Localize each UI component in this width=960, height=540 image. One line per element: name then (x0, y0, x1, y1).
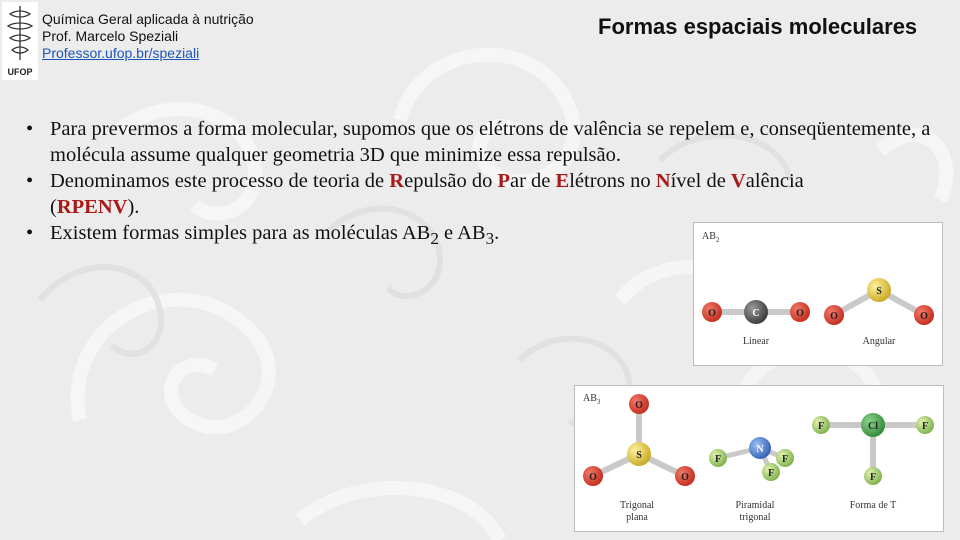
close-paren: ). (127, 196, 140, 218)
bullet-marker: • (26, 222, 34, 244)
atom-label: F (869, 472, 877, 483)
bullet-text: Existem formas simples para as moléculas AB (50, 222, 431, 244)
bullet-text-part: alência (745, 170, 804, 192)
atom-label: N (756, 444, 764, 455)
atom-label: O (796, 308, 804, 319)
trigonal-pyramidal-molecule (709, 437, 794, 523)
ufop-logo (2, 2, 38, 80)
angular-caption: Angular (862, 336, 896, 347)
ab2-heading: $AB_2$ (702, 231, 720, 244)
figure-ab2 (693, 222, 943, 366)
atom-label: S (636, 450, 642, 461)
trigonal-planar-caption: plana (626, 512, 648, 523)
atom-label: F (921, 421, 929, 432)
bullet-text-part: epulsão do (404, 170, 498, 192)
open-paren: ( (50, 196, 57, 218)
atom-label: S (876, 286, 882, 297)
atom-label: F (714, 454, 722, 465)
figure-ab3 (574, 385, 944, 532)
linear-caption: Linear (742, 336, 770, 347)
acronym-letter: N (655, 170, 671, 192)
atom-label: Cl (868, 421, 878, 432)
acronym-letter: E (555, 170, 570, 192)
pyramidal-caption: trigonal (739, 512, 771, 523)
acronym-letter: V (730, 170, 746, 192)
acronym-letter: R (389, 170, 405, 192)
bullet-text-part: ível de (670, 170, 731, 192)
atom-label: O (681, 472, 689, 483)
bullet-item-2 (26, 168, 946, 220)
professor-name: Prof. Marcelo Speziali (42, 28, 179, 44)
professor-link[interactable]: Professor.ufop.br/speziali (42, 45, 200, 61)
atom-label: O (589, 472, 597, 483)
bullet-text: . (494, 222, 500, 244)
slide-title: Formas espaciais moleculares (598, 14, 918, 39)
trigonal-planar-molecule (583, 394, 695, 523)
bullet-text: Para prevermos a forma molecular, supomos que os elétrons de valência se repelem e, conseqüentemente, a molécula assume qualquer geometria 3D que minimize essa repulsão. (50, 118, 931, 166)
angular-molecule (824, 278, 934, 347)
ab3-heading: $AB_3$ (583, 393, 601, 406)
atom-label: O (708, 308, 716, 319)
atom-label: C (752, 308, 760, 319)
atom-label: F (817, 421, 825, 432)
bullet-item-1 (26, 116, 946, 168)
course-header (42, 11, 254, 62)
bullet-text-part: ar de (510, 170, 556, 192)
ab3-diagram (575, 386, 943, 531)
linear-molecule (702, 300, 810, 347)
atom-label: F (781, 454, 789, 465)
atom-label: F (767, 468, 775, 479)
bullet-text: e AB (438, 222, 486, 244)
trigonal-planar-caption: Trigonal (619, 500, 655, 511)
subscript: 2 (430, 229, 439, 249)
acronym-letter: P (497, 170, 510, 192)
atom-label: O (920, 311, 928, 322)
ufop-logo-text: UFOP (7, 67, 33, 77)
bullet-marker: • (26, 118, 34, 140)
bullet-text-part: létrons no (569, 170, 656, 192)
bullet-text-prefix: Denominamos este processo de teoria de (50, 170, 390, 192)
pyramidal-caption: Piramidal (735, 500, 775, 511)
t-shaped-molecule (812, 413, 934, 511)
bullet-marker: • (26, 170, 34, 192)
atom-label: O (635, 400, 643, 411)
course-name: Química Geral aplicada à nutrição (42, 11, 254, 27)
t-shaped-caption: Forma de T (849, 500, 897, 511)
acronym: RPENV (56, 196, 128, 218)
atom-label: O (830, 311, 838, 322)
ab2-diagram (694, 223, 942, 365)
subscript: 3 (485, 229, 495, 249)
